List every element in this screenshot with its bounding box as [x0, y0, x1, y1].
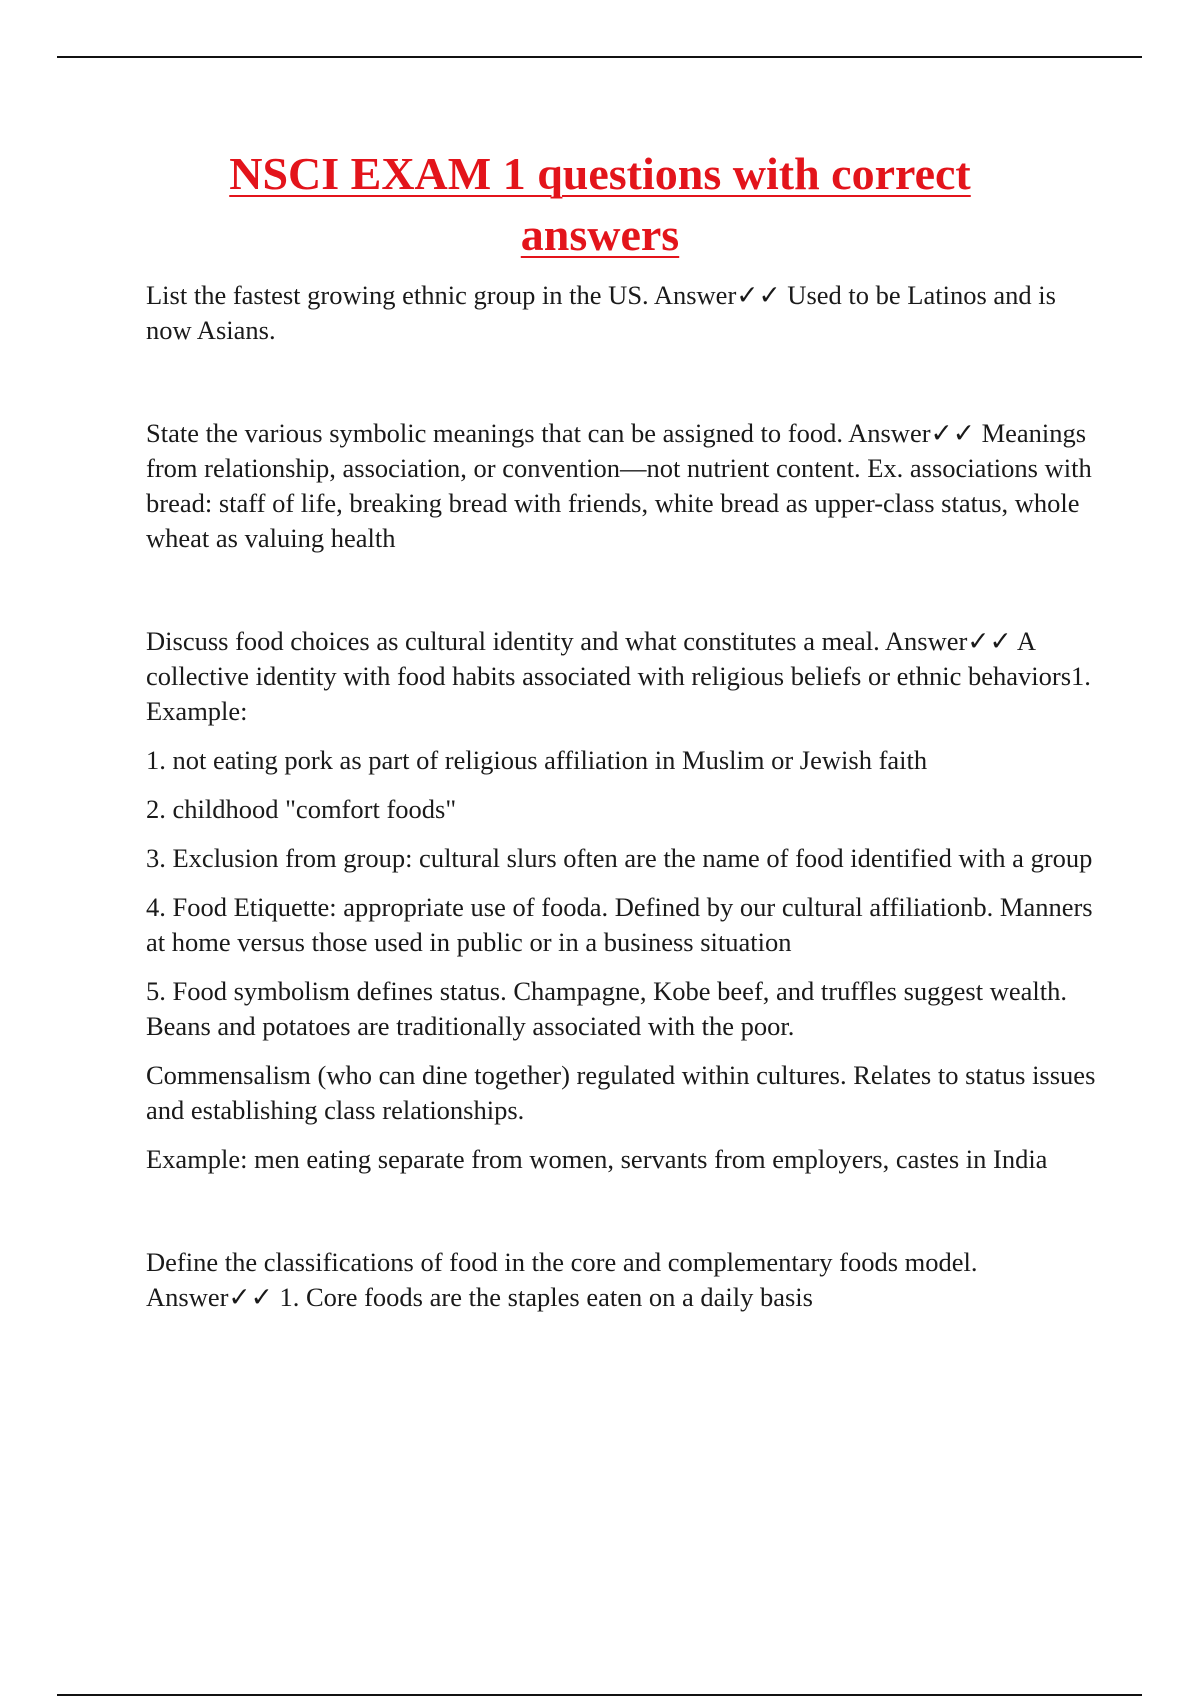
- question-answer-1: [146, 278, 1096, 348]
- qa-list-item: 2. childhood "comfort foods": [146, 794, 457, 824]
- qa-text: Discuss food choices as cultural identity and what constitutes a meal. Answer✓✓ A collective identity with food habits associated with religious beliefs or ethnic behaviors1. Example:: [146, 626, 1091, 726]
- qa-list-item: 3. Exclusion from group: cultural slurs often are the name of food identified with a group: [146, 843, 1093, 873]
- qa-list-item: 4. Food Etiquette: appropriate use of fooda. Defined by our cultural affiliationb. Manners at home versus those used in public or in a business situation: [146, 892, 1093, 957]
- question-answer-2: [146, 416, 1096, 556]
- document-body: [146, 278, 1096, 1383]
- qa-paragraph: Example: men eating separate from women, servants from employers, castes in India: [146, 1144, 1048, 1174]
- qa-text: Define the classifications of food in the core and complementary foods model. Answer✓✓ 1. Core foods are the staples eaten on a daily basis: [146, 1247, 978, 1312]
- question-answer-4: [146, 1245, 1096, 1315]
- page-title: [100, 143, 1100, 265]
- title-line-2: answers: [520, 209, 680, 260]
- title-line-1: NSCI EXAM 1 questions with correct: [229, 148, 971, 199]
- qa-list-item: 5. Food symbolism defines status. Champagne, Kobe beef, and truffles suggest wealth. Beans and potatoes are traditionally associated with the poor.: [146, 976, 1067, 1041]
- question-answer-3: [146, 624, 1096, 1177]
- top-rule: [57, 56, 1142, 58]
- bottom-rule: [57, 1694, 1142, 1696]
- qa-list-item: 1. not eating pork as part of religious affiliation in Muslim or Jewish faith: [146, 745, 928, 775]
- qa-text: List the fastest growing ethnic group in the US. Answer✓✓ Used to be Latinos and is now Asians.: [146, 280, 1056, 345]
- qa-text: State the various symbolic meanings that can be assigned to food. Answer✓✓ Meanings from relationship, association, or convention—not nutrient content. Ex. associations with bread: staff of life, breaking bread with friends, white bread as upper-class status, whole wheat as valuing health: [146, 418, 1092, 553]
- qa-paragraph: Commensalism (who can dine together) regulated within cultures. Relates to status issues and establishing class relationships.: [146, 1060, 1096, 1125]
